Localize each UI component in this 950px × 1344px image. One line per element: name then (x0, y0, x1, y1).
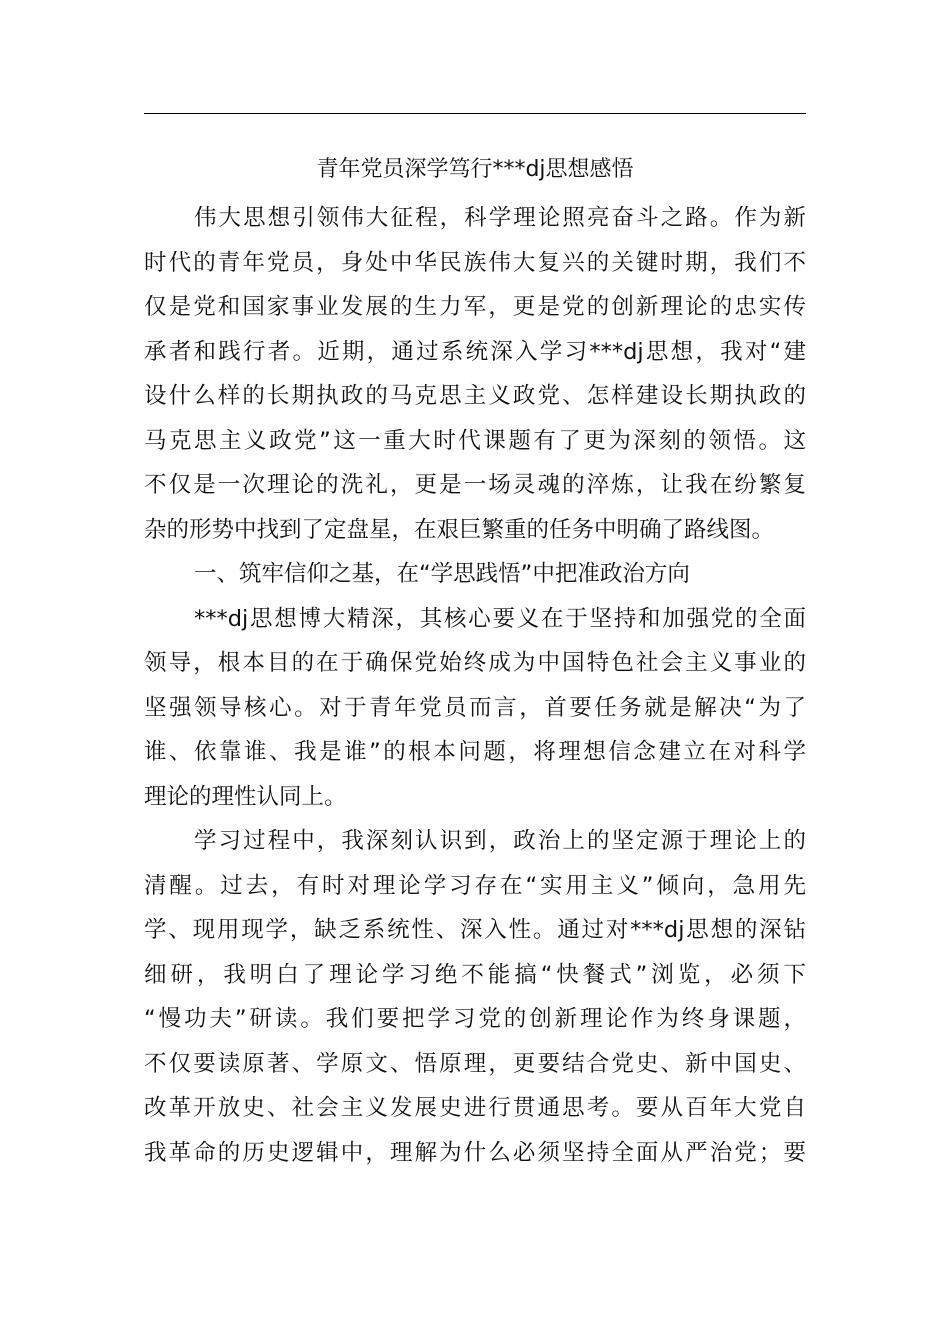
paragraph-line: 不仅是一次理论的洗礼，更是一场灵魂的淬炼，让我在纷繁复 (144, 472, 806, 498)
section-heading: 一、筑牢信仰之基，在“学思践悟”中把准政治方向 (194, 561, 690, 587)
paragraph-line: 学、现用现学，缺乏系统性、深入性。通过对***dj思想的深钻 (144, 917, 806, 943)
header-rule (144, 113, 806, 114)
paragraph-line: 清醒。过去，有时对理论学习存在“实用主义”倾向，急用先 (144, 872, 806, 899)
document-body (144, 196, 806, 1175)
paragraph-line: 马克思主义政党”这一重大时代课题有了更为深刻的领悟。这 (144, 427, 806, 454)
paragraph-line: 改革开放史、社会主义发展史进行贯通思考。要从百年大党自 (144, 1095, 806, 1121)
paragraph-line: 时代的青年党员，身处中华民族伟大复兴的关键时期，我们不 (144, 249, 806, 276)
paragraph-line: 谁、依靠谁、我是谁”的根本问题，将理想信念建立在对科学 (144, 739, 806, 765)
paragraph-line: 伟大思想引领伟大征程，科学理论照亮奋斗之路。作为新 (194, 205, 806, 231)
paragraph-line: 坚强领导核心。对于青年党员而言，首要任务就是解决“为了 (144, 694, 806, 721)
paragraph-line: “慢功夫”研读。我们要把学习党的创新理论作为终身课题， (144, 1006, 806, 1032)
paragraph-line: 不仅要读原著、学原文、悟原理，更要结合党史、新中国史、 (144, 1050, 806, 1077)
paragraph-line: 我革命的历史逻辑中，理解为什么必须坚持全面从严治党；要 (144, 1139, 806, 1166)
paragraph-line: 仅是党和国家事业发展的生力军，更是党的创新理论的忠实传 (144, 294, 806, 320)
document-title: 青年党员深学笃行***dj思想感悟 (316, 157, 634, 182)
paragraph-line: 承者和践行者。近期，通过系统深入学习***dj思想，我对“建 (144, 338, 806, 365)
paragraph-line: 杂的形势中找到了定盘星，在艰巨繁重的任务中明确了路线图。 (144, 516, 775, 543)
paragraph-line: 理论的理性认同上。 (144, 783, 347, 810)
paragraph-line: 领导，根本目的在于确保党始终成为中国特色社会主义事业的 (144, 650, 806, 676)
paragraph-line: ***dj思想博大精深，其核心要义在于坚持和加强党的全面 (194, 605, 806, 632)
paragraph-line: 学习过程中，我深刻认识到，政治上的坚定源于理论上的 (194, 828, 806, 854)
paragraph-line: 设什么样的长期执政的马克思主义政党、怎样建设长期执政的 (144, 383, 806, 409)
paragraph-line: 细研，我明白了理论学习绝不能搞“快餐式”浏览，必须下 (144, 961, 806, 988)
